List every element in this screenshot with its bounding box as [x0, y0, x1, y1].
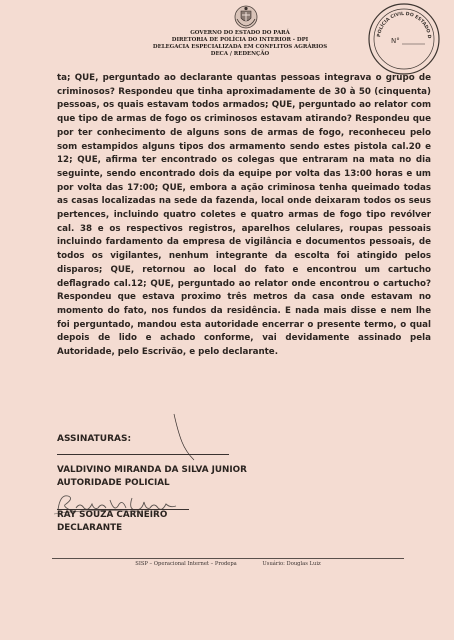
official-stamp — [367, 2, 441, 76]
footer-divider — [52, 558, 404, 559]
state-coat-of-arms-icon — [234, 5, 258, 29]
official-signature-line — [57, 454, 229, 455]
official-signature-block — [57, 464, 247, 489]
official-role: AUTORIDADE POLICIAL — [57, 477, 170, 488]
official-name: VALDIVINO MIRANDA DA SILVA JUNIOR — [57, 465, 247, 475]
page-footer — [52, 561, 404, 567]
footer-user: Usuário: Douglas Luiz — [262, 561, 321, 567]
testimony-text — [57, 72, 431, 360]
testimony-paragraph: ta; QUE, perguntado ao declarante quantas pessoas integrava o grupo de criminosos? Respondeu que tinha aproximadamente de 30 à 50 (cinquenta) pessoas, os quais estavam todos armados; QUE, perguntado ao relator com que tipo de armas de fogo os criminosos estavam atirando? Respondeu que por ter conhecimento de alguns sons de armas de fogo, reconheceu pelo som estampidos alguns tipos dos armamento sendo estes pistola cal.20 e 12; QUE, afirma ter encontrado os colegas que entraram na mata no dia seguinte, sendo encontrado dois da equipe por volta das 13:00 horas e um por volta das 17:00; QUE, embora a ação criminosa tenha queimado todas as casas localizadas na sede da fazenda, local onde deixaram todos os seus pertences, incluindo quatro coletes e quatro armas de fogo tipo revólver cal. 38 e os respectivos registros, aparelhos celulares, roupas pessoais incluindo fardamento da empresa de vigilância e documentos pessoais, de todos os vigilantes, nenhum integrante da escolta foi atingido pelos disparos; QUE, retornou ao local do fato e encontrou um cartucho deflagrado cal.12; QUE, perguntado ao relator onde encontrou o cartucho? Respondeu que estava proximo três metros da casa onde estavam no momento do fato, nos fundos da residência. E nada mais disse e nem lhe foi perguntado, mandou esta autoridade encerrar o presente termo, o qual depois de lido e achado conforme, vai devidamente assinado pela Autoridade, pelo Escrivão, e pelo declarante. — [57, 73, 431, 358]
stamp-number-label: N° — [391, 37, 400, 45]
header-line-government: GOVERNO DO ESTADO DO PARÁ — [190, 30, 290, 36]
footer-system: SISP – Operacional Internet – Prodepa — [135, 561, 237, 567]
header-line-directorate: DIRETORIA DE POLÍCIA DO INTERIOR - DPI — [171, 37, 309, 43]
header-line-agency: DELEGACIA ESPECIALIZADA EM CONFLITOS AGRÁRIOS — [152, 44, 328, 50]
institution-header — [140, 30, 340, 58]
declarant-role: DECLARANTE — [57, 522, 123, 533]
declarant-signature-block — [57, 509, 167, 534]
stamp-text: POLÍCIA CIVIL DO ESTADO D — [377, 11, 432, 39]
svg-text:POLÍCIA CIVIL DO ESTADO DO PAR — [367, 2, 432, 39]
signatures-heading: ASSINATURAS: — [57, 434, 132, 444]
declarant-name: RAY SOUZA CARNEIRO — [57, 510, 168, 520]
header-line-office: DECA / REDENÇÃO — [210, 51, 270, 57]
